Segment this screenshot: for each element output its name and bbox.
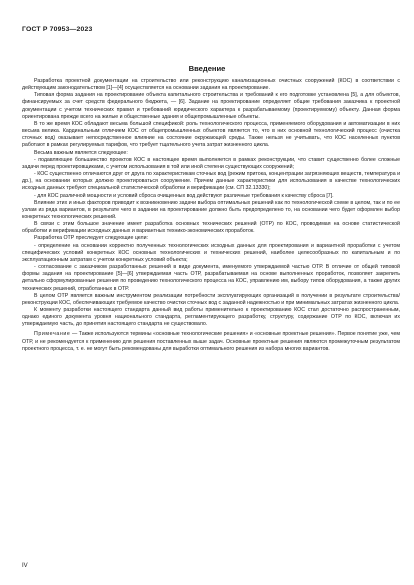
- paragraph: Влияние этих и иных факторов приводит к возникновению задачи выбора оптимальных решений как по технологической схеме в целом, так и по ее узлам из ряда вариантов, в результате чего в задании на проектирование должно быть предопределено то, на основании чего будет оформлен выбор конкретных технологических решений.: [22, 199, 400, 220]
- section-title: Введение: [188, 64, 226, 73]
- page-number: IV: [22, 563, 28, 569]
- paragraph: В целом ОТР является важным инструментом реализации потребности эксплуатирующих организаций в получении в результате строительства/реконструкции КОС, обеспечивающих требуемое качество очистки сточных вод с заданной надежностью и при минимальных затратах жизненного цикла.: [22, 292, 400, 306]
- list-item: - согласование с заказчиком разработанных решений в виде документа, именуемого утверждаемой частью ОТР. В отличие от общей типовой формы задания на проектирование [5]—[6] утверждаемая часть ОТР, разрабатываемая на основе выполненных проработок, позволяет закрепить детально сформулированные решения по проведению технологического процесса на КОС, управлению им, выбору типов оборудования, а также других технических решений, отработанных в ОТР.: [22, 264, 400, 292]
- paragraph: Весьма важным является следующее:: [34, 149, 128, 156]
- paragraph: В связи с этим большое значение имеет разработка основных технических решений (ОТР) по КОС, проводимая на основе статистической обработки и верификации исходных данных и вариантных технико-экономических проработок.: [22, 221, 400, 235]
- paragraph: К моменту разработки настоящего стандарта данный вид работы применительно к проектированию КОС стал достаточно распространенным, однако единого документа уровня национального стандарта, регламентирующего разработку, структуру, содержание ОТР по КОС, включая их утверждаемую часть, до принятия настоящего стандарта не существовало.: [22, 307, 400, 328]
- list-item: - подавляющее большинство проектов КОС в настоящее время выполняется в рамках реконструкции, что ставит существенно более сложные задачи перед проектировщиками, с учетом использования в той или иной степени существующих сооружений;: [22, 156, 400, 170]
- note-text: — Также используются термины «основные технологические решения» и «основные проектные решения». Первое понятие уже, чем ОТР, и не рекомендуется к применению для решения поставленных выше задач. Основные проектные решения являются промежуточным результатом проектного процесса, т. е. не могут быть рекомендованы для выработки оптимального решения из набора многих вариантов.: [22, 331, 400, 352]
- note: [22, 331, 400, 352]
- note-label: Примечание: [34, 331, 71, 338]
- list-item: - КОС существенно отличаются друг от друга по характеристикам сточных вод (режим притока, концентрации загрязняющих веществ, температура и др.), на основании которых должно проектироваться сооружение. Причем данные характеристики для использования в качестве технологических исходных данных требуют специальной статистической обработки и верификации (см. СП 32.13330);: [22, 171, 401, 192]
- list-item: - для КОС различной мощности и условий сброса очищенных вод действуют различные требования к качеству сброса [7].: [34, 192, 334, 199]
- paragraph: Типовая форма задания на проектирование объекта капитального строительства и требований к его подготовке установлена [5], а для объектов, финансируемых за счет средств федерального бюджета, — [6]. Задание на проектирование определяет общие требования заказчика к проектной документации с учетом технических правил и требований юридического характера к разрабатываемому (проектируемому) объекту. Данная форма ориентирована прежде всего на жилые и общественные здания и общепромышленные объекты.: [22, 92, 400, 120]
- paragraph: Разработка ОТР преследует следующие цели:: [34, 235, 149, 242]
- list-item: - определение на основании корректно полученных технологических исходных данных для проектирования и вариантной проработки с учетом специфических условий конкретных КОС основных технологических и технических решений, наиболее целесообразных по капитальным и по эксплуатационным затратам с учетом конкретных условий объекта;: [22, 242, 400, 263]
- paragraph: Разработка проектной документации на строительство или реконструкцию канализационных очистных сооружений (КОС) в соответствии с действующим законодательством [1]—[4] осуществляется на основании задания на проектирование.: [22, 78, 400, 92]
- document-header: ГОСТ Р 70953—2023: [22, 26, 93, 33]
- paragraph: В то же время КОС обладают весьма большой спецификой: роль технологического процесса, применяемого оборудования и автоматизации в них весьма велика. Кардинальным отличием КОС от общепромышленных объектов является то, что в них основной технологический процесс (очистка сточных вод) оказывает непосредственное влияние на состояние окружающей среды. Также нельзя не учитывать, что КОС населенных пунктов работают в рамках регулируемых тарифов, что требует тщательного учета затрат жизненного цикла.: [22, 120, 400, 149]
- body-text: [22, 78, 400, 353]
